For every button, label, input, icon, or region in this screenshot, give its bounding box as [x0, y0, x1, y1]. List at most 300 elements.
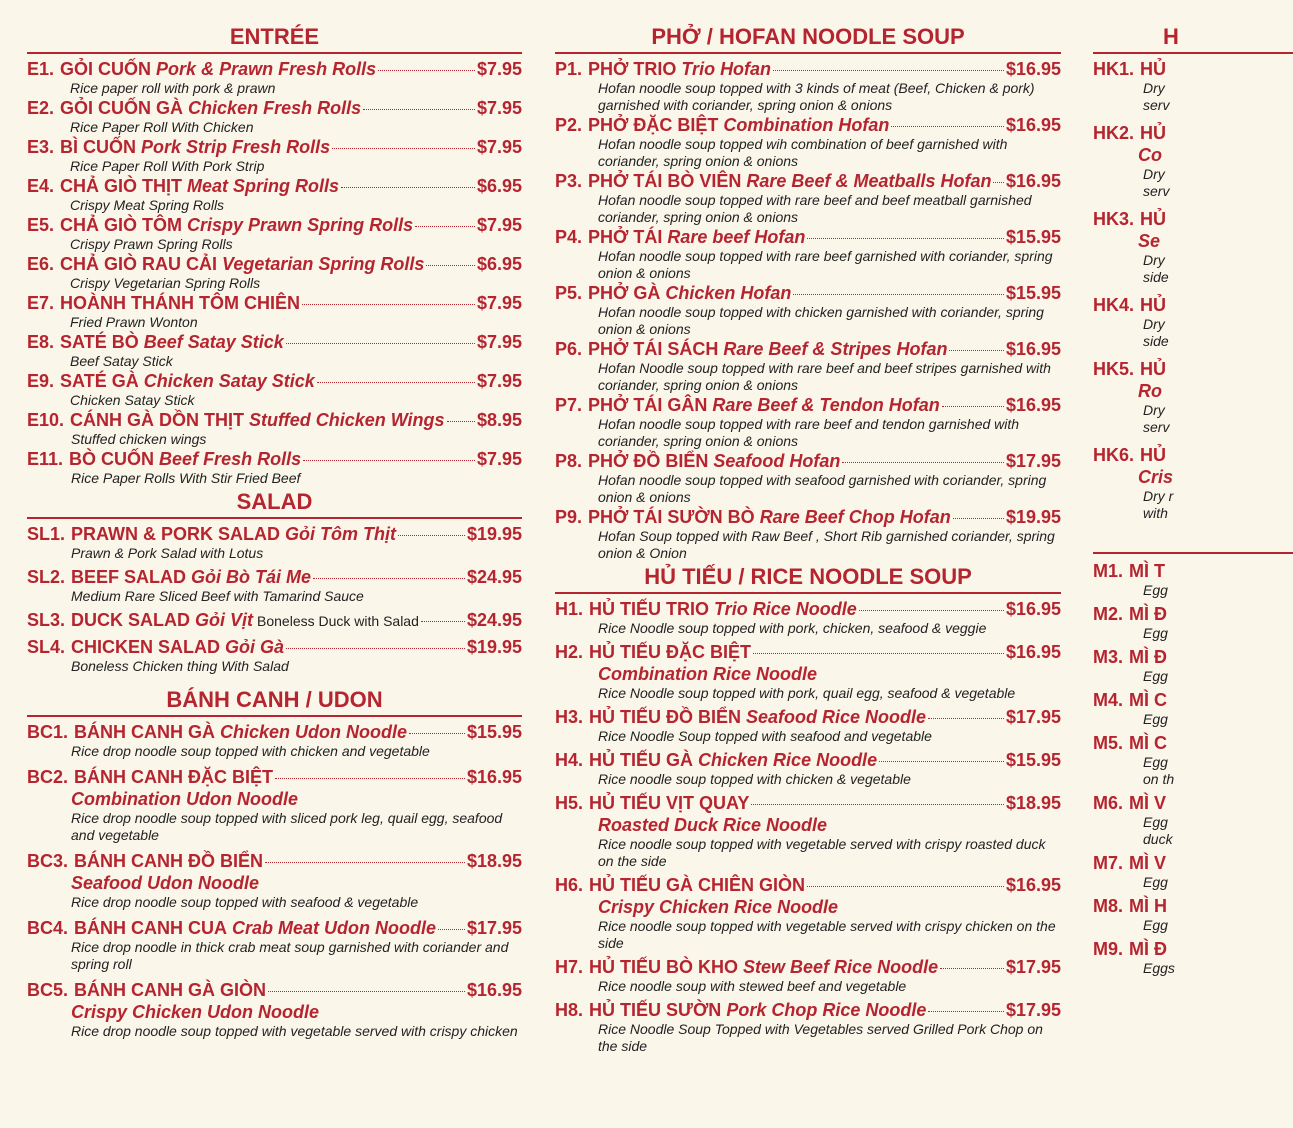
item-code: M9. [1093, 939, 1124, 959]
item-description: Hofan noodle soup topped with rare beef and beef meatball garnished coriander, spring onion & onions [598, 192, 1032, 225]
menu-item [555, 598, 1061, 637]
item-price: $7.95 [476, 215, 522, 235]
item-name-vietnamese: PHỞ TÁI SÁCH [588, 339, 719, 359]
menu-item [555, 792, 1061, 870]
menu-column-3 [1093, 0, 1293, 981]
item-code: M6. [1093, 793, 1124, 813]
menu-item [555, 956, 1061, 995]
item-price: $16.95 [1005, 599, 1061, 619]
item-description: Crispy Vegetarian Spring Rolls [70, 275, 261, 291]
item-name-vietnamese: CÁNH GÀ DỒN THỊT [70, 410, 245, 430]
item-description: Prawn & Pork Salad with Lotus [71, 545, 264, 561]
item-price: $7.95 [476, 332, 522, 352]
item-name-english: Rare Beef & Stripes Hofan [723, 339, 948, 359]
menu-item-row [555, 956, 1061, 978]
item-code: M4. [1093, 690, 1124, 710]
item-name-vietnamese: HỦ TIẾU TRIO [589, 599, 710, 619]
item-name-english: Rare beef Hofan [667, 227, 806, 247]
item-description: serv [1143, 419, 1170, 435]
item-name-english: Chicken Udon Noodle [220, 722, 408, 742]
item-code: HK3. [1093, 209, 1135, 229]
menu-item-row [27, 448, 522, 470]
item-name-english: Combination Hofan [723, 115, 890, 135]
item-code: H6. [555, 875, 584, 895]
leader-dots [859, 610, 1004, 611]
item-name-vietnamese: HỦ TIẾU ĐẶC BIỆT [589, 642, 752, 662]
item-name-vietnamese: CHICKEN SALAD [71, 637, 221, 657]
item-name-english: Gỏi Tôm Thịt [285, 524, 397, 544]
item-description: side [1143, 333, 1169, 349]
menu-item-row [555, 226, 1061, 248]
item-name-vietnamese: BÒ CUỐN [69, 449, 155, 469]
section-heading: BÁNH CANH / UDON [27, 687, 522, 717]
item-code: E3. [27, 137, 55, 157]
menu-item-row [27, 214, 522, 236]
item-description: Hofan noodle soup topped with seafood garnished with coriander, spring onion & onions [598, 472, 1047, 505]
item-description: with [1143, 505, 1168, 521]
item-price: $17.95 [1005, 1000, 1061, 1020]
item-code: P9. [555, 507, 583, 527]
item-name-vietnamese: MÌ V [1129, 793, 1167, 813]
menu-item-row [555, 282, 1061, 304]
menu-item [1093, 603, 1293, 642]
menu-item-row [555, 792, 1061, 814]
item-description: Egg [1143, 711, 1168, 727]
item-name-vietnamese: BEEF SALAD [71, 567, 187, 587]
item-description: Chicken Satay Stick [70, 392, 195, 408]
item-description: Egg [1143, 582, 1168, 598]
menu-item [555, 338, 1061, 394]
leader-dots [426, 265, 475, 266]
section-heading: SALAD [27, 489, 522, 519]
section-heading: PHỞ / HOFAN NOODLE SOUP [555, 24, 1061, 54]
item-description: Crispy Prawn Spring Rolls [70, 236, 233, 252]
item-name-vietnamese: PHỞ TÁI SƯỜN BÒ [588, 507, 755, 527]
leader-dots [993, 182, 1003, 183]
menu-item [555, 506, 1061, 562]
item-name-vietnamese: MÌ V [1129, 853, 1167, 873]
item-description: Rice Paper Roll With Chicken [70, 119, 254, 135]
item-code: SL2. [27, 567, 66, 587]
leader-dots [378, 70, 475, 71]
item-description: Stuffed chicken wings [71, 431, 207, 447]
leader-dots [265, 862, 465, 863]
item-code: H1. [555, 599, 584, 619]
menu-item [27, 609, 522, 632]
item-description: Rice noodle soup topped with vegetable served with crispy roasted duck on the side [598, 836, 1046, 869]
item-code: E2. [27, 98, 55, 118]
item-code: M2. [1093, 604, 1124, 624]
item-name-vietnamese: PRAWN & PORK SALAD [71, 524, 281, 544]
menu-item-row [27, 566, 522, 588]
menu-item-row [555, 170, 1061, 192]
item-subtitle-english: Combination Rice Noodle [598, 664, 818, 684]
menu-item [27, 766, 522, 844]
item-name-vietnamese: PHỞ ĐỒ BIỂN [588, 451, 709, 471]
item-description: Rice drop noodle in thick crab meat soup garnished with coriander and spring roll [71, 939, 509, 972]
item-code: SL1. [27, 524, 66, 544]
item-name-vietnamese: BÁNH CANH CUA [74, 918, 228, 938]
item-code: E9. [27, 371, 55, 391]
item-code: HK2. [1093, 123, 1135, 143]
item-name-vietnamese: HỦ [1140, 295, 1167, 315]
menu-item-row [555, 749, 1061, 771]
menu-item [555, 394, 1061, 450]
item-name-english: Crispy Prawn Spring Rolls [187, 215, 414, 235]
menu-item [555, 706, 1061, 745]
item-name-vietnamese: PHỞ TRIO [588, 59, 677, 79]
leader-dots [341, 187, 475, 188]
leader-dots [940, 968, 1004, 969]
item-description: duck [1143, 831, 1173, 847]
item-description: Rice Noodle Soup topped with seafood and vegetable [598, 728, 932, 744]
section-entree [27, 24, 522, 487]
item-price: $17.95 [1005, 957, 1061, 977]
menu-item-row [1093, 208, 1293, 230]
item-price: $15.95 [1005, 227, 1061, 247]
item-name-vietnamese: MÌ H [1129, 896, 1168, 916]
item-description: Fried Prawn Wonton [70, 314, 198, 330]
leader-dots [275, 778, 465, 779]
menu-item-row [1093, 852, 1293, 874]
item-description: Hofan noodle soup topped with rare beef garnished with coriander, spring onion & onions [598, 248, 1053, 281]
item-name-vietnamese: HỦ TIẾU GÀ [589, 750, 694, 770]
item-name-english: Chicken Rice Noodle [698, 750, 878, 770]
item-price: $7.95 [476, 371, 522, 391]
menu-item-row [27, 979, 522, 1001]
menu-item [27, 523, 522, 562]
item-code: E8. [27, 332, 55, 352]
item-note: Boneless Duck with Salad [257, 613, 419, 629]
menu-item-row [1093, 689, 1293, 711]
item-code: H4. [555, 750, 584, 770]
item-subtitle-english: Seafood Udon Noodle [71, 873, 259, 893]
leader-dots [268, 991, 465, 992]
item-subtitle-english: Combination Udon Noodle [71, 789, 298, 809]
item-name-vietnamese: HỦ TIẾU GÀ CHIÊN GIÒN [589, 875, 806, 895]
item-name-vietnamese: HỦ [1140, 123, 1167, 143]
menu-item [1093, 560, 1293, 599]
menu-item-row [555, 58, 1061, 80]
item-name-vietnamese: HỦ [1140, 59, 1167, 79]
item-description: side [1143, 269, 1169, 285]
menu-item-row [1093, 358, 1293, 380]
menu-item [1093, 689, 1293, 728]
item-code: H8. [555, 1000, 584, 1020]
item-price: $16.95 [1005, 395, 1061, 415]
item-name-english: Seafood Rice Noodle [746, 707, 927, 727]
leader-dots [753, 653, 1004, 654]
menu-item-row [1093, 938, 1293, 960]
menu-item [555, 226, 1061, 282]
item-description: Boneless Chicken thing With Salad [71, 658, 289, 674]
item-description: serv [1143, 183, 1170, 199]
item-code: M5. [1093, 733, 1124, 753]
item-price: $7.95 [476, 98, 522, 118]
item-description: Rice Noodle Soup Topped with Vegetables served Grilled Pork Chop on the side [598, 1021, 1043, 1054]
menu-item-row [27, 136, 522, 158]
menu-item [27, 721, 522, 760]
menu-item-row [555, 394, 1061, 416]
item-price: $16.95 [466, 980, 522, 1000]
item-price: $8.95 [476, 410, 522, 430]
item-price: $17.95 [466, 918, 522, 938]
item-code: HK6. [1093, 445, 1135, 465]
menu-item [555, 114, 1061, 170]
menu-item-row [1093, 122, 1293, 144]
menu-item-row [27, 331, 522, 353]
item-name-english: Pork Chop Rice Noodle [726, 1000, 927, 1020]
leader-dots [447, 421, 475, 422]
menu-item [27, 636, 522, 675]
item-description: Rice paper roll with pork & prawn [70, 80, 276, 96]
item-price: $18.95 [466, 851, 522, 871]
menu-item [555, 450, 1061, 506]
item-name-vietnamese: HỦ [1140, 209, 1167, 229]
item-code: E11. [27, 449, 64, 469]
leader-dots [313, 578, 465, 579]
item-name-vietnamese: BÁNH CANH ĐẶC BIỆT [74, 767, 274, 787]
item-name-vietnamese: HỦ TIẾU BÒ KHO [589, 957, 739, 977]
item-code: BC4. [27, 918, 69, 938]
menu-item [555, 641, 1061, 702]
leader-dots [332, 148, 475, 149]
menu-item [1093, 444, 1293, 522]
item-price: $16.95 [1005, 642, 1061, 662]
item-name-english: Stuffed Chicken Wings [249, 410, 445, 430]
item-name-vietnamese: SATÉ GÀ [60, 371, 139, 391]
leader-dots [302, 304, 475, 305]
item-description: Hofan noodle soup topped with chicken garnished with coriander, spring onion & onions [598, 304, 1044, 337]
item-name-english: Rare Beef & Meatballs Hofan [746, 171, 992, 191]
item-name-english: Pork & Prawn Fresh Rolls [156, 59, 377, 79]
leader-dots [773, 70, 1004, 71]
section-pho [555, 24, 1061, 562]
menu-item-row [27, 175, 522, 197]
item-code: SL3. [27, 610, 66, 630]
item-price: $17.95 [1005, 451, 1061, 471]
item-name-vietnamese: HỦ TIẾU SƯỜN [589, 1000, 722, 1020]
leader-dots [286, 648, 465, 649]
menu-item-row [555, 114, 1061, 136]
item-description: Egg [1143, 754, 1168, 770]
item-description: Dry [1143, 402, 1165, 418]
item-price: $15.95 [1005, 750, 1061, 770]
menu-item-row [555, 338, 1061, 360]
menu-item-row [27, 253, 522, 275]
item-description: Rice Noodle soup topped with pork, chicken, seafood & veggie [598, 620, 987, 636]
leader-dots [942, 406, 1004, 407]
menu-item [1093, 792, 1293, 848]
item-code: E6. [27, 254, 55, 274]
item-code: BC2. [27, 767, 69, 787]
item-code: E10. [27, 410, 65, 430]
menu-column-1 [27, 0, 522, 1046]
item-name-vietnamese: HỦ [1140, 359, 1167, 379]
item-price: $19.95 [466, 524, 522, 544]
menu-item [27, 448, 522, 487]
leader-dots [891, 126, 1004, 127]
item-code: H3. [555, 707, 584, 727]
item-name-english: Gỏi Bò Tái Me [191, 567, 312, 587]
item-description: Egg [1143, 874, 1168, 890]
item-price: $18.95 [1005, 793, 1061, 813]
item-code: E7. [27, 293, 55, 313]
menu-item-row [1093, 603, 1293, 625]
item-description: Beef Satay Stick [70, 353, 173, 369]
item-subtitle-english: Ro [1138, 381, 1162, 401]
menu-item [27, 214, 522, 253]
item-description: Medium Rare Sliced Beef with Tamarind Sauce [71, 588, 364, 604]
item-name-vietnamese: CHẢ GIÒ THỊT [60, 176, 183, 196]
menu-item [27, 175, 522, 214]
item-price: $7.95 [476, 59, 522, 79]
leader-dots [949, 350, 1003, 351]
item-subtitle-english: Crispy Chicken Udon Noodle [71, 1002, 320, 1022]
menu-item [555, 874, 1061, 952]
item-price: $19.95 [466, 637, 522, 657]
item-price: $16.95 [1005, 59, 1061, 79]
item-name-vietnamese: CHẢ GIÒ RAU CẢI [60, 254, 218, 274]
menu-item [27, 979, 522, 1040]
item-name-english: Chicken Fresh Rolls [188, 98, 362, 118]
leader-dots [317, 382, 475, 383]
menu-item [555, 58, 1061, 114]
item-name-vietnamese: PHỞ TÁI GÂN [588, 395, 708, 415]
menu-item-row [27, 766, 522, 788]
item-subtitle-english: Se [1138, 231, 1161, 251]
item-code: M8. [1093, 896, 1124, 916]
item-description: Dry r [1143, 488, 1174, 504]
item-price: $6.95 [476, 254, 522, 274]
leader-dots [928, 718, 1004, 719]
leader-dots [953, 518, 1004, 519]
menu-item-row [27, 721, 522, 743]
leader-dots [363, 109, 475, 110]
section-udon [27, 687, 522, 1040]
item-description: Egg [1143, 668, 1168, 684]
item-name-vietnamese: CHẢ GIÒ TÔM [60, 215, 183, 235]
item-price: $6.95 [476, 176, 522, 196]
item-price: $16.95 [1005, 875, 1061, 895]
menu-item-row [27, 409, 522, 431]
menu-item-row [555, 450, 1061, 472]
item-code: P2. [555, 115, 583, 135]
item-price: $16.95 [1005, 339, 1061, 359]
item-name-english: Stew Beef Rice Noodle [743, 957, 939, 977]
menu-item [27, 409, 522, 448]
item-code: H5. [555, 793, 584, 813]
item-code: BC1. [27, 722, 69, 742]
item-price: $15.95 [466, 722, 522, 742]
menu-item [1093, 895, 1293, 934]
menu-item-row [1093, 646, 1293, 668]
item-code: HK1. [1093, 59, 1135, 79]
item-name-english: Gỏi Gà [225, 637, 285, 657]
item-code: H2. [555, 642, 584, 662]
menu-item-row [1093, 560, 1293, 582]
menu-item [1093, 646, 1293, 685]
item-description: Hofan Noodle soup topped with rare beef and beef stripes garnished with coriander, spring onion & onions [598, 360, 1051, 393]
leader-dots [286, 343, 475, 344]
menu-item [555, 170, 1061, 226]
item-code: P8. [555, 451, 583, 471]
menu-item-row [555, 999, 1061, 1021]
item-name-vietnamese: PHỞ GÀ [588, 283, 661, 303]
item-code: M7. [1093, 853, 1124, 873]
item-code: SL4. [27, 637, 66, 657]
item-description: Egg [1143, 814, 1168, 830]
item-code: P4. [555, 227, 583, 247]
item-description: Crispy Meat Spring Rolls [70, 197, 225, 213]
menu-item-row [27, 609, 522, 632]
menu-item [555, 999, 1061, 1055]
item-name-vietnamese: PHỞ ĐẶC BIỆT [588, 115, 719, 135]
item-name-english: Rare Beef Chop Hofan [759, 507, 951, 527]
leader-dots [842, 462, 1004, 463]
item-subtitle-english: Co [1138, 145, 1162, 165]
item-name-english: Crab Meat Udon Noodle [232, 918, 437, 938]
item-description: Dry [1143, 166, 1165, 182]
leader-dots [409, 733, 465, 734]
menu-item [1093, 938, 1293, 977]
item-name-english: Vegetarian Spring Rolls [222, 254, 425, 274]
leader-dots [928, 1011, 1004, 1012]
item-name-english: Trio Hofan [681, 59, 772, 79]
item-name-vietnamese: HỦ [1140, 445, 1167, 465]
leader-dots [398, 535, 465, 536]
item-description: Dry [1143, 316, 1165, 332]
item-description: Hofan noodle soup topped wih combination of beef garnished with coriander, spring onion & onions [598, 136, 1008, 169]
item-description: Hofan Soup topped with Raw Beef , Short Rib garnished coriander, spring onion & Onion [598, 528, 1055, 561]
item-name-english: Chicken Hofan [665, 283, 792, 303]
item-name-english: Rare Beef & Tendon Hofan [712, 395, 940, 415]
item-price: $19.95 [1005, 507, 1061, 527]
menu-item [27, 292, 522, 331]
item-description: Hofan noodle soup topped with 3 kinds of meat (Beef, Chicken & pork) garnished with coriander, spring onion & onions [598, 80, 1035, 113]
item-name-english: Beef Satay Stick [143, 332, 284, 352]
menu-item [555, 749, 1061, 788]
menu-item-row [27, 97, 522, 119]
item-name-vietnamese: MÌ C [1129, 690, 1168, 710]
menu-item-row [27, 636, 522, 658]
item-subtitle-english: Roasted Duck Rice Noodle [598, 815, 828, 835]
leader-dots [751, 804, 1004, 805]
item-description: Dry [1143, 80, 1165, 96]
item-description: Rice Noodle soup topped with pork, quail egg, seafood & vegetable [598, 685, 1016, 701]
item-code: BC5. [27, 980, 69, 1000]
item-description: Dry [1143, 252, 1165, 268]
item-code: E1. [27, 59, 55, 79]
item-description: Rice noodle soup topped with vegetable served with crispy chicken on the side [598, 918, 1056, 951]
item-description: Rice Paper Rolls With Stir Fried Beef [71, 470, 301, 486]
menu-item [27, 370, 522, 409]
item-description: Rice drop noodle soup topped with sliced pork leg, quail egg, seafood and vegetable [71, 810, 503, 843]
menu-item-row [27, 917, 522, 939]
item-name-vietnamese: MÌ Đ [1129, 647, 1168, 667]
item-name-english: Trio Rice Noodle [714, 599, 857, 619]
menu-item [27, 253, 522, 292]
item-name-vietnamese: HỦ TIẾU VỊT QUAY [589, 793, 750, 813]
item-name-english: Meat Spring Rolls [187, 176, 340, 196]
item-price: $15.95 [1005, 283, 1061, 303]
menu-item-row [555, 598, 1061, 620]
menu-item-row [555, 506, 1061, 528]
leader-dots [807, 886, 1004, 887]
item-name-vietnamese: MÌ T [1129, 561, 1166, 581]
item-name-vietnamese: BÁNH CANH ĐỒ BIỂN [74, 851, 264, 871]
menu-item [1093, 58, 1293, 114]
